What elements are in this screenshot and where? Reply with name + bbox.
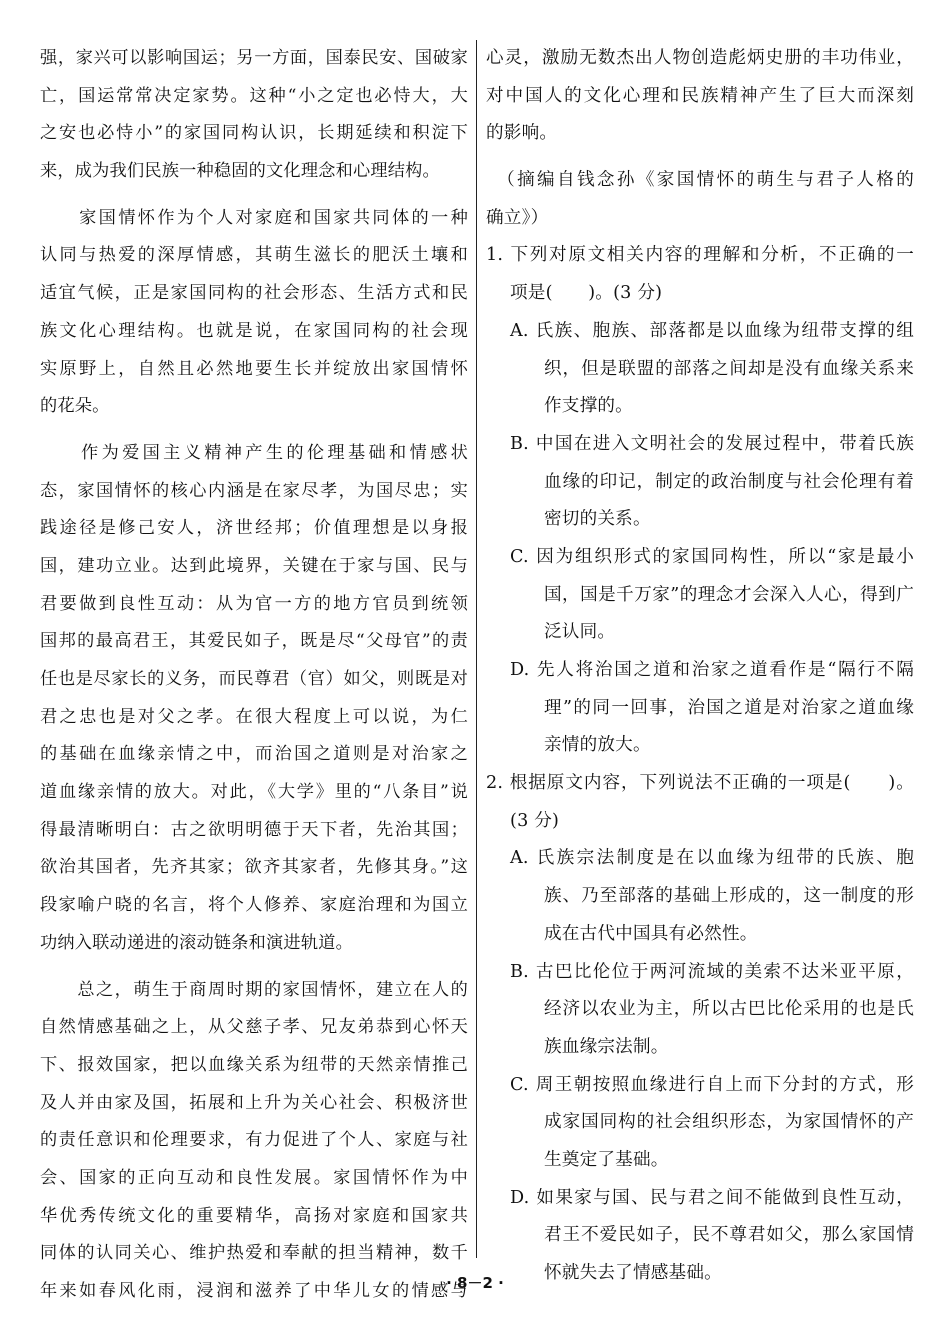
paragraph-line: 国，建功立业。达到此境界，关键在于家与国、民与: [40, 555, 468, 576]
paragraph-line: 对中国人的文化心理和民族精神产生了巨大而深刻: [486, 85, 914, 106]
option-line: 亲情的放大。: [544, 735, 651, 756]
intro-text: [486, 40, 914, 153]
option-line: 成在古代中国具有必然性。: [544, 923, 758, 944]
paragraph-line: 践途径是修己安人，济世经邦；价值理想是以身报: [40, 518, 468, 539]
question-2: [486, 765, 914, 1293]
answer-option-D: [486, 652, 914, 765]
page-number: · 8－2 ·: [446, 1274, 504, 1292]
paragraph-line: 心灵，激励无数杰出人物创造彪炳史册的丰功伟业，: [486, 48, 914, 68]
paragraph-line: 段家喻户晓的名言，将个人修养、家庭治理和为国立: [40, 895, 468, 916]
paragraph-line: 君之忠也是对父之孝。在很大程度上可以说，为仁: [40, 706, 468, 727]
paragraph-line: 的责任意识和伦理要求，有力促进了个人、家庭与社: [40, 1130, 468, 1151]
question-1: [486, 237, 914, 765]
paragraph-line: 作为爱国主义精神产生的伦理基础和情感状: [40, 442, 468, 463]
option-line: 君王不爱民如子，民不尊君如父，那么家国情: [544, 1225, 914, 1246]
option-line: B. 中国在进入文明社会的发展过程中，带着氏族: [510, 433, 914, 454]
option-line: B. 古巴比伦位于两河流域的美索不达米亚平原，: [510, 961, 914, 982]
option-line: A. 氏族、胞族、部落都是以血缘为纽带支撑的组: [510, 320, 914, 341]
question-stem-line: (3 分): [510, 810, 560, 831]
paragraph-line: 的影响。: [486, 123, 558, 144]
option-line: 经济以农业为主，所以古巴比伦采用的也是氏: [544, 999, 914, 1020]
column-divider: [476, 40, 477, 1258]
paragraph-line: 认同与热爱的深厚情感，其萌生滋长的肥沃土壤和: [40, 245, 468, 266]
right-column: [486, 40, 914, 1293]
paragraph-line: 功纳入联动递进的滚动链条和演进轨道。: [40, 932, 353, 953]
paragraph-line: 强，家兴可以影响国运；另一方面，国泰民安、国破家: [40, 48, 468, 68]
paragraph-line: 的基础在血缘亲情之中，而治国之道则是对治家之: [40, 744, 468, 765]
paragraph-line: 族文化心理结构。也就是说，在家国同构的社会现: [40, 320, 468, 341]
paragraph-line: 欲治其国者，先齐其家；欲齐其家者，先修其身。”这: [40, 857, 468, 878]
paragraph-line: 适宜气候，正是家国同构的社会形态、生活方式和民: [40, 283, 468, 304]
option-line: 族、乃至部落的基础上形成的，这一制度的形: [544, 886, 914, 907]
option-line: 怀就失去了情感基础。: [544, 1263, 722, 1283]
option-line: 族血缘宗法制。: [544, 1036, 669, 1057]
left-column: [40, 40, 468, 1311]
paragraph-line: 会、国家的正向互动和良性发展。家国情怀作为中: [40, 1167, 468, 1188]
option-line: 国，国是千万家”的理念才会深入人心，得到广: [544, 584, 914, 605]
option-line: D. 先人将治国之道和治家之道看作是“隔行不隔: [510, 660, 914, 680]
option-line: 作支撑的。: [544, 396, 633, 417]
paragraph-line: 实原野上，自然且必然地要生长并绽放出家国情怀: [40, 358, 468, 379]
paragraph-line: 下、报效国家，把以血缘关系为纽带的天然亲情推己: [40, 1054, 468, 1075]
answer-option-A: [486, 313, 914, 426]
option-line: 密切的关系。: [544, 509, 651, 530]
question-stem-line: 2. 根据原文内容，下列说法不正确的一项是( )。: [486, 773, 914, 794]
paragraph-line: 的花朵。: [40, 396, 110, 417]
answer-option-A: [486, 840, 914, 953]
answer-option-C: [486, 1067, 914, 1180]
citation-line: 确立》）: [486, 207, 549, 228]
paragraph-line: 自然情感基础之上，从父慈子孝、兄友弟恭到心怀天: [40, 1017, 468, 1038]
paragraph-line: 总之，萌生于商周时期的家国情怀，建立在人的: [40, 979, 468, 1000]
option-line: A. 氏族宗法制度是在以血缘为纽带的氏族、胞: [510, 848, 914, 869]
paragraph-line: 来，成为我们民族一种稳固的文化理念和心理结构。: [40, 161, 440, 182]
citation-line: （摘编自钱念孙《家国情怀的萌生与君子人格的: [486, 170, 914, 191]
paragraph-line: 华优秀传统文化的重要精华，高扬对家庭和国家共: [40, 1205, 468, 1226]
answer-option-B: [486, 426, 914, 539]
answer-option-C: [486, 539, 914, 652]
option-line: 生奠定了基础。: [544, 1149, 669, 1170]
question-stem-line: 1. 下列对原文相关内容的理解和分析，不正确的一: [486, 245, 914, 266]
paragraph-line: 年来如春风化雨，浸润和滋养了中华儿女的情感与: [40, 1281, 468, 1301]
option-line: 织，但是联盟的部落之间却是没有血缘关系来: [544, 358, 914, 379]
question-stem-line: 项是( )。(3 分): [510, 283, 663, 304]
paragraph-line: 得最清晰明白：古之欲明明德于天下者，先治其国；: [40, 819, 468, 840]
source-citation: [486, 162, 914, 237]
paragraph-line: 态，家国情怀的核心内涵是在家尽孝，为国尽忠；实: [40, 480, 468, 501]
option-line: 泛认同。: [544, 622, 616, 643]
paragraph-line: 亡，国运常常决定家势。这种“小之定也必恃大，大: [40, 85, 468, 106]
paragraph-line: 及人并由家及国，拓展和上升为关心社会、积极济世: [40, 1092, 468, 1113]
paragraph-line: 国邦的最高君王，其爱民如子，既是尽“父母官”的责: [40, 631, 468, 652]
paragraph-line: 之安也必恃小”的家国同构认识，长期延续和积淀下: [40, 123, 468, 144]
paragraph-line: 任也是尽家长的义务，而民尊君（官）如父，则既是对: [40, 669, 468, 689]
option-line: D. 如果家与国、民与君之间不能做到良性互动，: [510, 1187, 914, 1208]
option-line: 血缘的印记，制定的政治制度与社会伦理有着: [544, 471, 914, 492]
paragraph-line: 道血缘亲情的放大。对此，《大学》里的“八条目”说: [40, 782, 468, 803]
paragraph-line: 家国情怀作为个人对家庭和国家共同体的一种: [40, 207, 468, 228]
paragraph-line: 同体的认同关心、维护热爱和奉献的担当精神，数千: [40, 1243, 468, 1264]
option-line: C. 周王朝按照血缘进行自上而下分封的方式，形: [510, 1074, 914, 1095]
option-line: 理”的同一回事，治国之道是对治家之道血缘: [544, 697, 914, 718]
option-line: C. 因为组织形式的家国同构性，所以“家是最小: [510, 546, 914, 567]
answer-option-B: [486, 954, 914, 1067]
paragraph-line: 君要做到良性互动：从为官一方的地方官员到统领: [40, 593, 468, 614]
option-line: 成家国同构的社会组织形态，为家国情怀的产: [544, 1112, 914, 1133]
